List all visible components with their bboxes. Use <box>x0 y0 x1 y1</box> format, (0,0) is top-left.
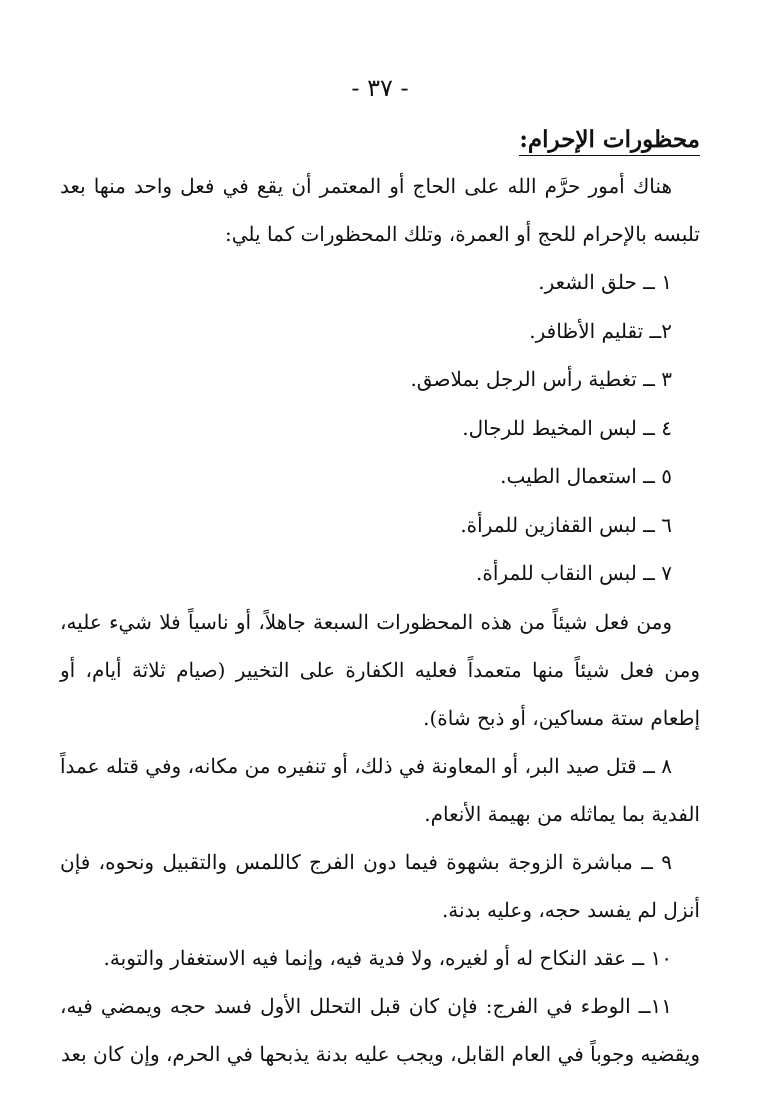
list-item: ٣ ــ تغطية رأس الرجل بملاصق. <box>410 367 672 391</box>
list-item-8: ٨ ــ قتل صيد البر، أو المعاونة في ذلك، أو تنفيره من مكانه، وفي قتله عمداً الفدية بما يماثله من بهيمة الأنعام. <box>60 753 700 826</box>
document-page <box>60 70 700 1078</box>
section-heading <box>60 118 700 162</box>
list-item: ٢ــ تقليم الأظافر. <box>529 318 672 343</box>
prohibitions-list <box>60 258 700 598</box>
list-item-10: ١٠ ــ عقد النكاح له أو لغيره، ولا فدية فيه، وإنما فيه الاستغفار والتوبة. <box>103 945 672 970</box>
intro-paragraph: هناك أمور حرَّم الله على الحاج أو المعتمر أن يقع في فعل واحد منها بعد تلبسه بالإحرام للحج أو العمرة، وتلك المحظورات كما يلي: <box>60 174 700 246</box>
list-item: ٥ ــ استعمال الطيب. <box>500 464 672 488</box>
section-heading-text: محظورات الإحرام: <box>519 126 700 156</box>
list-item-9: ٩ ــ مباشرة الزوجة بشهوة فيما دون الفرج كاللمس والتقبيل ونحوه، فإن أنزل لم يفسد حجه، وعليه بدنة. <box>60 849 700 922</box>
list-item: ١ ــ حلق الشعر. <box>538 270 672 294</box>
expiation-paragraph: ومن فعل شيئاً من هذه المحظورات السبعة جاهلاً، أو ناسياً فلا شيء عليه، ومن فعل شيئاً منها متعمداً فعليه الكفارة على التخيير (صيام ثلاثة أيام، أو إطعام ستة مساكين، أو ذبح شاة). <box>60 609 700 730</box>
list-item: ٤ ــ لبس المخيط للرجال. <box>462 415 672 440</box>
list-item: ٧ ــ لبس النقاب للمرأة. <box>476 561 672 585</box>
page-number: - ٣٧ - <box>351 74 409 102</box>
list-item-11: ١١ــ الوطء في الفرج: فإن كان قبل التحلل الأول فسد حجه ويمضي فيه، ويقضيه وجوباً في العام القابل، ويجب عليه بدنة يذبحها في الحرم، وإن كان بعد <box>60 993 700 1066</box>
list-item: ٦ ــ لبس القفازين للمرأة. <box>460 512 672 537</box>
